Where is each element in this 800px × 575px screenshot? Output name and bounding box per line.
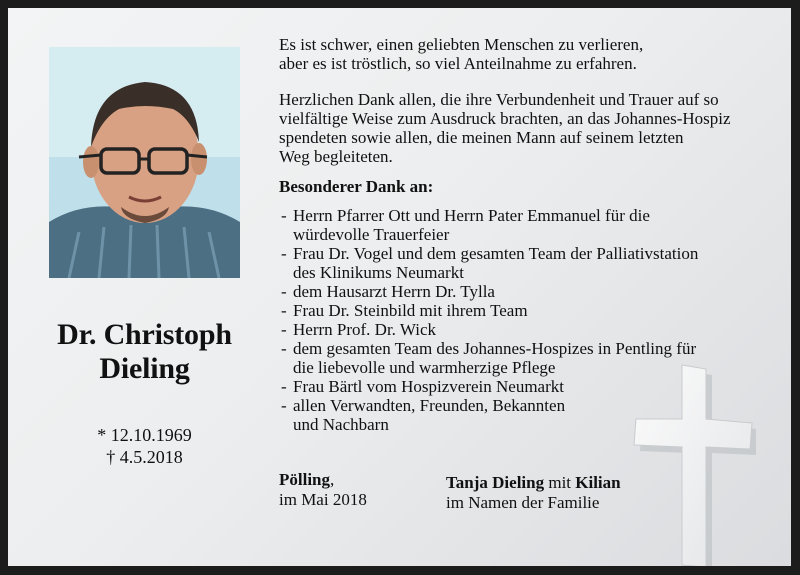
quote-line: Es ist schwer, einen geliebten Menschen zu verlieren, [279, 35, 644, 54]
obituary-card [8, 8, 791, 566]
list-item: - Herrn Prof. Dr. Wick [281, 320, 698, 339]
place-town: Pölling [279, 470, 331, 489]
thanks-line: vielfältige Weise zum Ausdruck brachten, an das Johannes-Hospiz [279, 109, 731, 128]
place-date [279, 470, 367, 510]
portrait-photo [49, 47, 240, 278]
quote-block [279, 35, 643, 73]
life-dates [22, 424, 267, 468]
special-thanks-heading: Besonderer Dank an: [279, 177, 434, 196]
name-line-2: Dieling [99, 352, 190, 385]
signature [446, 473, 621, 513]
cross-icon [626, 363, 756, 566]
place-month: im Mai 2018 [279, 490, 367, 509]
list-item: - Frau Dr. Vogel und dem gesamten Team der Palliativstation des Klinikums Neumarkt [281, 244, 698, 282]
signature-name-1: Tanja Dieling [446, 473, 545, 492]
death-date: † 4.5.2018 [106, 447, 183, 467]
thanks-paragraph [279, 90, 731, 166]
birth-date: * 12.10.1969 [97, 425, 192, 445]
list-item: - Frau Bärtl vom Hospizverein Neumarkt [281, 377, 698, 396]
quote-line: aber es ist tröstlich, so viel Anteilnahme zu erfahren. [279, 54, 637, 73]
list-item: - Frau Dr. Steinbild mit ihrem Team [281, 301, 698, 320]
thanks-line: Herzlichen Dank allen, die ihre Verbundenheit und Trauer auf so [279, 90, 719, 109]
signature-family: im Namen der Familie [446, 493, 600, 512]
list-item: - dem Hausarzt Herrn Dr. Tylla [281, 282, 698, 301]
signature-connector: mit [544, 473, 576, 492]
list-item: - dem gesamten Team des Johannes-Hospizes in Pentling für die liebevolle und warmherzige Pflege [281, 339, 698, 377]
place-comma: , [330, 470, 335, 489]
thanks-line: Weg begleiteten. [279, 147, 393, 166]
signature-name-2: Kilian [575, 473, 621, 492]
name-line-1: Dr. Christoph [57, 318, 232, 351]
list-item: - Herrn Pfarrer Ott und Herrn Pater Emmanuel für die würdevolle Trauerfeier [281, 206, 698, 244]
thanks-line: spendeten sowie allen, die meinen Mann auf seinem letzten [279, 128, 684, 147]
portrait-illustration [49, 47, 240, 278]
list-item: - allen Verwandten, Freunden, Bekannten und Nachbarn [281, 396, 698, 434]
deceased-name [22, 318, 267, 386]
